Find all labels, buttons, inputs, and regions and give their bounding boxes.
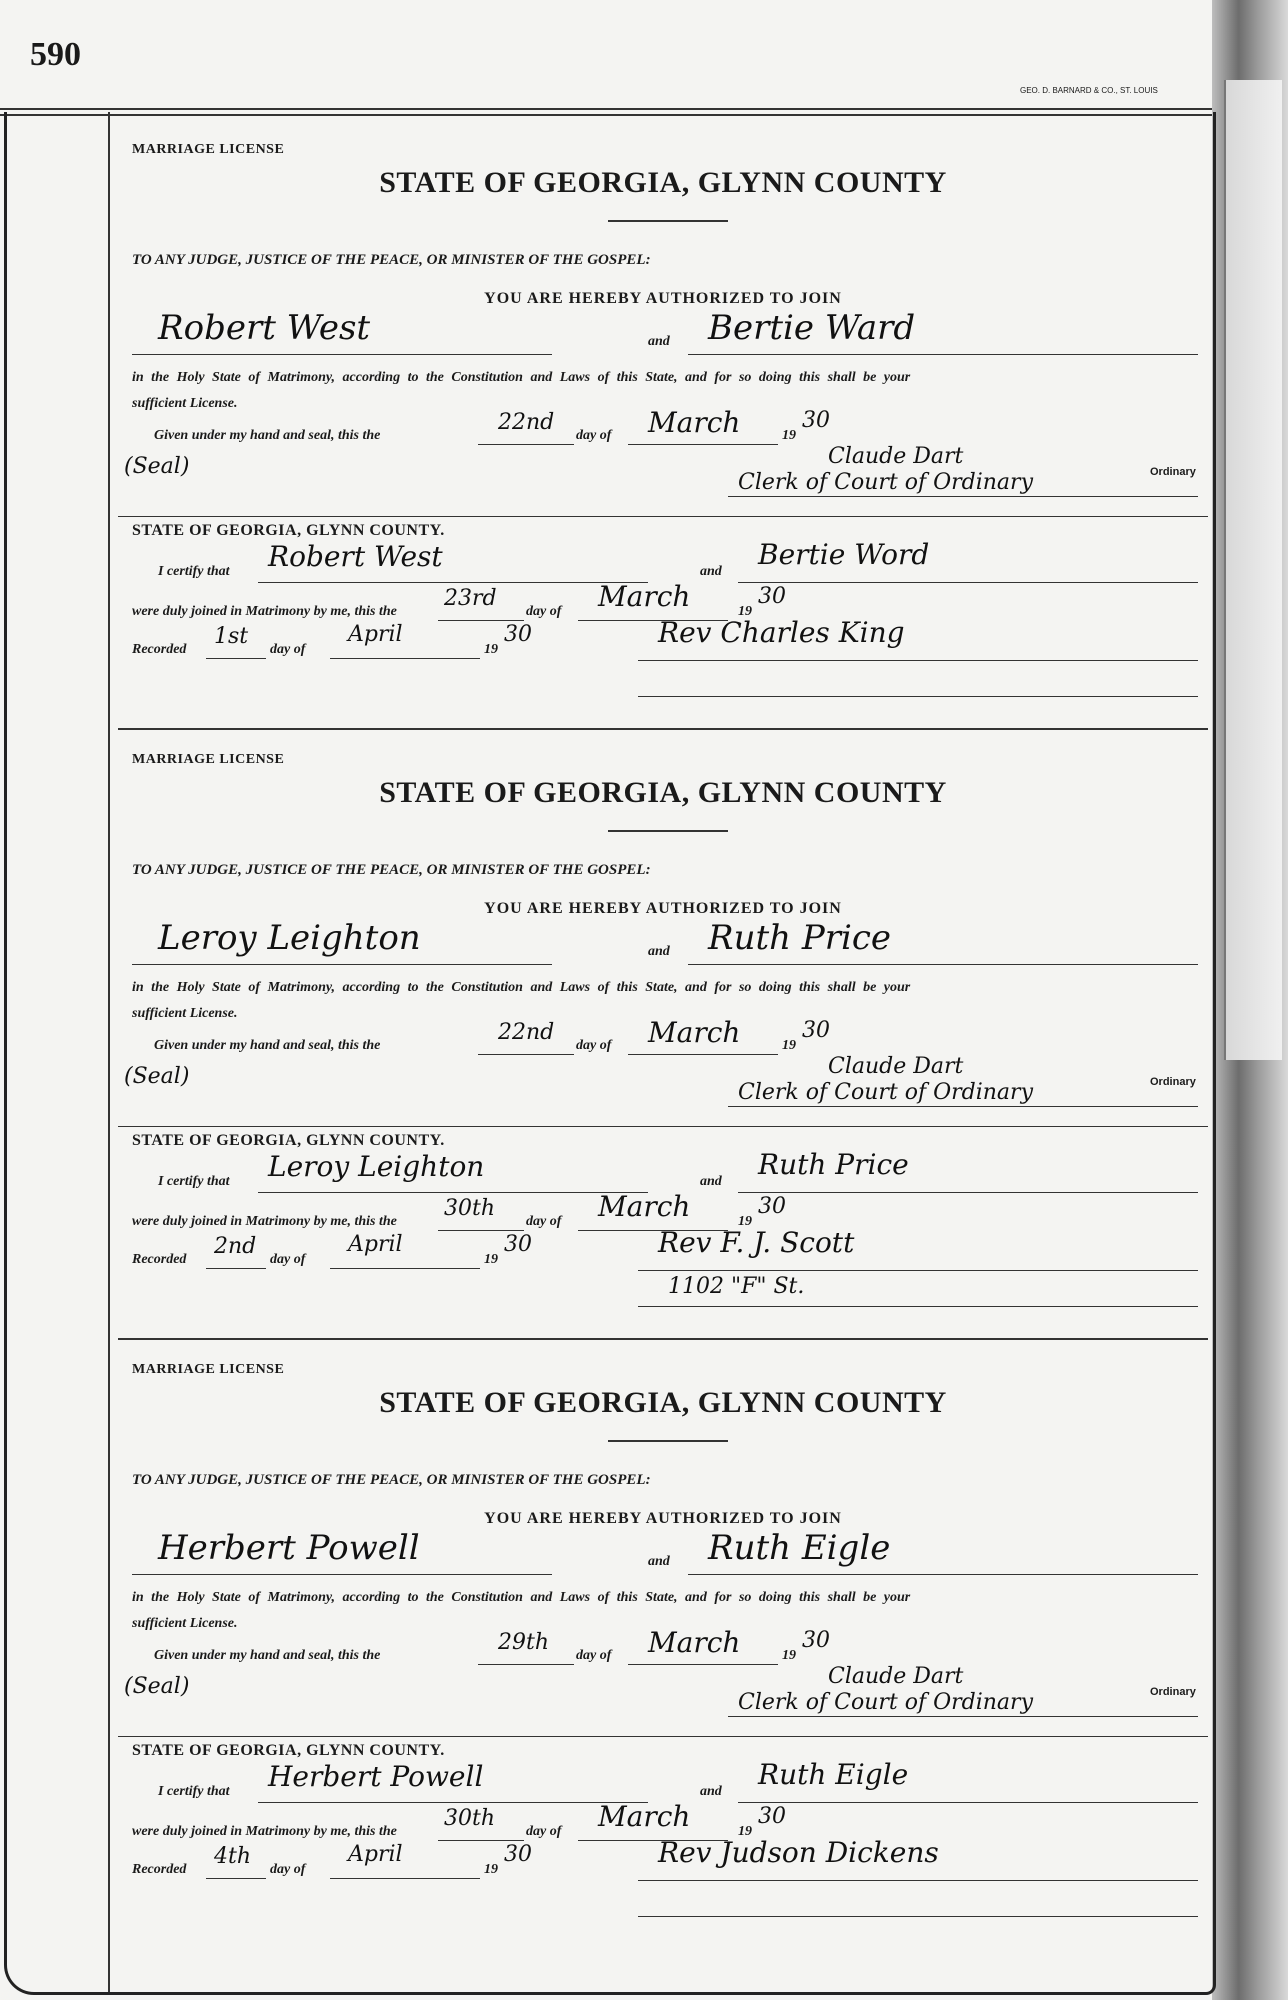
holy-state-text: in the Holy State of Matrimony, according to the Constitution and Laws of this State, and for so doing this shall be your [132, 370, 911, 385]
heading-divider [608, 830, 728, 832]
recorded-day-line [206, 1878, 266, 1879]
duly-joined-label: were duly joined in Matrimony by me, this the [132, 1824, 397, 1839]
clerk-signature: Claude Dart [828, 1664, 964, 1689]
cert-groom-name: Herbert Powell [268, 1760, 484, 1793]
clerk-line [728, 1106, 1198, 1107]
heading-divider [608, 1440, 728, 1442]
clerk-line [728, 1716, 1198, 1717]
bride-line [688, 1574, 1198, 1575]
sufficient-license: sufficient License. [132, 1006, 238, 1021]
day-of-label: day of [576, 428, 612, 443]
license-day-line [478, 444, 574, 445]
married-day-line [438, 1230, 524, 1231]
recorded-month: April [348, 622, 403, 647]
recorded-day: 1st [214, 624, 249, 649]
record-separator [118, 1338, 1208, 1340]
bride-line [688, 354, 1198, 355]
recorded-month: April [348, 1232, 403, 1257]
recorded-year-prefix: 19 [484, 642, 498, 657]
sufficient-license: sufficient License. [132, 1616, 238, 1631]
and-label: and [648, 334, 670, 349]
married-day-of: day of [526, 1214, 562, 1229]
certificate-heading: STATE OF GEORGIA, GLYNN COUNTY. [132, 1742, 445, 1759]
ordinary-label: Ordinary [1150, 466, 1196, 478]
license-month-line [628, 1054, 778, 1055]
marriage-license-label: MARRIAGE LICENSE [132, 752, 285, 767]
recorded-month-line [330, 1878, 480, 1879]
given-under-label: Given under my hand and seal, this the [154, 1648, 381, 1663]
cert-bride-line [738, 582, 1198, 583]
married-month: March [598, 1190, 691, 1223]
cert-groom-name: Robert West [268, 540, 443, 573]
sufficient-license: sufficient License. [132, 396, 238, 411]
groom-name: Robert West [158, 308, 371, 348]
license-year-prefix: 19 [782, 1038, 796, 1053]
cert-bride-name: Ruth Eigle [758, 1758, 909, 1791]
cert-bride-line [738, 1192, 1198, 1193]
marriage-record [118, 1338, 1208, 1948]
license-month: March [648, 1626, 741, 1659]
ordinary-label: Ordinary [1150, 1076, 1196, 1088]
officiant-line [638, 1270, 1198, 1271]
license-year-prefix: 19 [782, 428, 796, 443]
to-any-judge: TO ANY JUDGE, JUSTICE OF THE PEACE, OR MINISTER OF THE GOSPEL: [132, 252, 651, 268]
married-day-line [438, 1840, 524, 1841]
license-heading: STATE OF GEORGIA, GLYNN COUNTY [379, 1386, 947, 1419]
record-separator [118, 728, 1208, 730]
cert-groom-line [258, 1802, 648, 1803]
license-month: March [648, 406, 741, 439]
officiant-address-line [638, 696, 1198, 697]
recorded-day-of: day of [270, 642, 306, 657]
license-year-prefix: 19 [782, 1648, 796, 1663]
given-under-label: Given under my hand and seal, this the [154, 428, 381, 443]
certify-label: I certify that [158, 1174, 230, 1189]
marriage-record [118, 728, 1208, 1338]
authorized-to-join: YOU ARE HEREBY AUTHORIZED TO JOIN [484, 1510, 842, 1527]
clerk-signature: Claude Dart [828, 1054, 964, 1079]
married-month: March [598, 1800, 691, 1833]
cert-and-label: and [700, 1174, 722, 1189]
bride-line [688, 964, 1198, 965]
recorded-day-line [206, 658, 266, 659]
recorded-year-prefix: 19 [484, 1862, 498, 1877]
heading-divider [608, 220, 728, 222]
married-day: 23rd [444, 586, 497, 611]
married-day: 30th [444, 1196, 496, 1221]
recorded-year: 30 [504, 1842, 532, 1867]
day-of-label: day of [576, 1038, 612, 1053]
license-month-line [628, 1664, 778, 1665]
married-month: March [598, 580, 691, 613]
recorded-day-line [206, 1268, 266, 1269]
license-day-line [478, 1054, 574, 1055]
groom-name: Herbert Powell [158, 1528, 420, 1568]
recorded-year-prefix: 19 [484, 1252, 498, 1267]
given-under-label: Given under my hand and seal, this the [154, 1038, 381, 1053]
license-day: 22nd [498, 410, 555, 435]
married-year-prefix: 19 [738, 1824, 752, 1839]
recorded-month-line [330, 658, 480, 659]
seal-mark: (Seal) [124, 1064, 190, 1089]
recorded-day-of: day of [270, 1862, 306, 1877]
bride-name: Bertie Ward [708, 308, 916, 348]
married-day: 30th [444, 1806, 496, 1831]
recorded-day-of: day of [270, 1252, 306, 1267]
day-of-label: day of [576, 1648, 612, 1663]
recorded-label: Recorded [132, 642, 187, 657]
bride-name: Ruth Eigle [708, 1528, 891, 1568]
clerk-title: Clerk of Court of Ordinary [738, 470, 1033, 495]
ordinary-label: Ordinary [1150, 1686, 1196, 1698]
groom-line [132, 1574, 552, 1575]
to-any-judge: TO ANY JUDGE, JUSTICE OF THE PEACE, OR MINISTER OF THE GOSPEL: [132, 1472, 651, 1488]
bride-name: Ruth Price [708, 918, 892, 958]
clerk-title: Clerk of Court of Ordinary [738, 1690, 1033, 1715]
seal-mark: (Seal) [124, 1674, 190, 1699]
certificate-heading: STATE OF GEORGIA, GLYNN COUNTY. [132, 522, 445, 539]
cert-and-label: and [700, 564, 722, 579]
clerk-title: Clerk of Court of Ordinary [738, 1080, 1033, 1105]
marriage-license-label: MARRIAGE LICENSE [132, 142, 285, 157]
clerk-signature: Claude Dart [828, 444, 964, 469]
printer-imprint: GEO. D. BARNARD & CO., ST. LOUIS [1020, 86, 1158, 95]
duly-joined-label: were duly joined in Matrimony by me, this the [132, 604, 397, 619]
license-day: 22nd [498, 1020, 555, 1045]
cert-and-label: and [700, 1784, 722, 1799]
recorded-month-line [330, 1268, 480, 1269]
recorded-day: 4th [214, 1844, 252, 1869]
married-year-prefix: 19 [738, 1214, 752, 1229]
married-year-prefix: 19 [738, 604, 752, 619]
holy-state-text: in the Holy State of Matrimony, according to the Constitution and Laws of this State, and for so doing this shall be your [132, 1590, 911, 1605]
page-edge [1224, 80, 1282, 1060]
margin-rule [108, 112, 110, 1992]
recorded-year: 30 [504, 1232, 532, 1257]
cert-bride-name: Ruth Price [758, 1148, 909, 1181]
marriage-license-label: MARRIAGE LICENSE [132, 1362, 285, 1377]
to-any-judge: TO ANY JUDGE, JUSTICE OF THE PEACE, OR MINISTER OF THE GOSPEL: [132, 862, 651, 878]
page-number: 590 [30, 36, 81, 73]
groom-name: Leroy Leighton [158, 918, 421, 958]
authorized-to-join: YOU ARE HEREBY AUTHORIZED TO JOIN [484, 290, 842, 307]
cert-bride-line [738, 1802, 1198, 1803]
recorded-month: April [348, 1842, 403, 1867]
officiant-signature: Rev Charles King [658, 616, 905, 649]
officiant-address-line [638, 1916, 1198, 1917]
groom-line [132, 354, 552, 355]
and-label: and [648, 1554, 670, 1569]
recorded-label: Recorded [132, 1252, 187, 1267]
married-year: 30 [758, 1804, 786, 1829]
seal-mark: (Seal) [124, 454, 190, 479]
and-label: and [648, 944, 670, 959]
license-day: 29th [498, 1630, 550, 1655]
license-day-line [478, 1664, 574, 1665]
recorded-label: Recorded [132, 1862, 187, 1877]
license-heading: STATE OF GEORGIA, GLYNN COUNTY [379, 776, 947, 809]
duly-joined-label: were duly joined in Matrimony by me, this the [132, 1214, 397, 1229]
married-day-of: day of [526, 604, 562, 619]
license-month: March [648, 1016, 741, 1049]
authorized-to-join: YOU ARE HEREBY AUTHORIZED TO JOIN [484, 900, 842, 917]
license-year: 30 [802, 1018, 830, 1043]
certify-label: I certify that [158, 1784, 230, 1799]
married-year: 30 [758, 584, 786, 609]
license-heading: STATE OF GEORGIA, GLYNN COUNTY [379, 166, 947, 199]
recorded-year: 30 [504, 622, 532, 647]
officiant-address: 1102 "F" St. [668, 1274, 805, 1299]
officiant-signature: Rev Judson Dickens [658, 1836, 939, 1869]
license-year: 30 [802, 1628, 830, 1653]
cert-groom-line [258, 1192, 648, 1193]
officiant-line [638, 660, 1198, 661]
officiant-address-line [638, 1306, 1198, 1307]
cert-groom-line [258, 582, 648, 583]
married-day-of: day of [526, 1824, 562, 1839]
license-month-line [628, 444, 778, 445]
certificate-heading: STATE OF GEORGIA, GLYNN COUNTY. [132, 1132, 445, 1149]
cert-divider [118, 516, 1208, 517]
recorded-day: 2nd [214, 1234, 257, 1259]
marriage-record [118, 118, 1208, 728]
license-year: 30 [802, 408, 830, 433]
clerk-line [728, 496, 1198, 497]
certify-label: I certify that [158, 564, 230, 579]
holy-state-text: in the Holy State of Matrimony, according to the Constitution and Laws of this State, and for so doing this shall be your [132, 980, 911, 995]
officiant-signature: Rev F. J. Scott [658, 1226, 855, 1259]
cert-divider [118, 1126, 1208, 1127]
married-year: 30 [758, 1194, 786, 1219]
married-day-line [438, 620, 524, 621]
officiant-line [638, 1880, 1198, 1881]
cert-bride-name: Bertie Word [758, 538, 930, 571]
cert-groom-name: Leroy Leighton [268, 1150, 485, 1183]
groom-line [132, 964, 552, 965]
cert-divider [118, 1736, 1208, 1737]
